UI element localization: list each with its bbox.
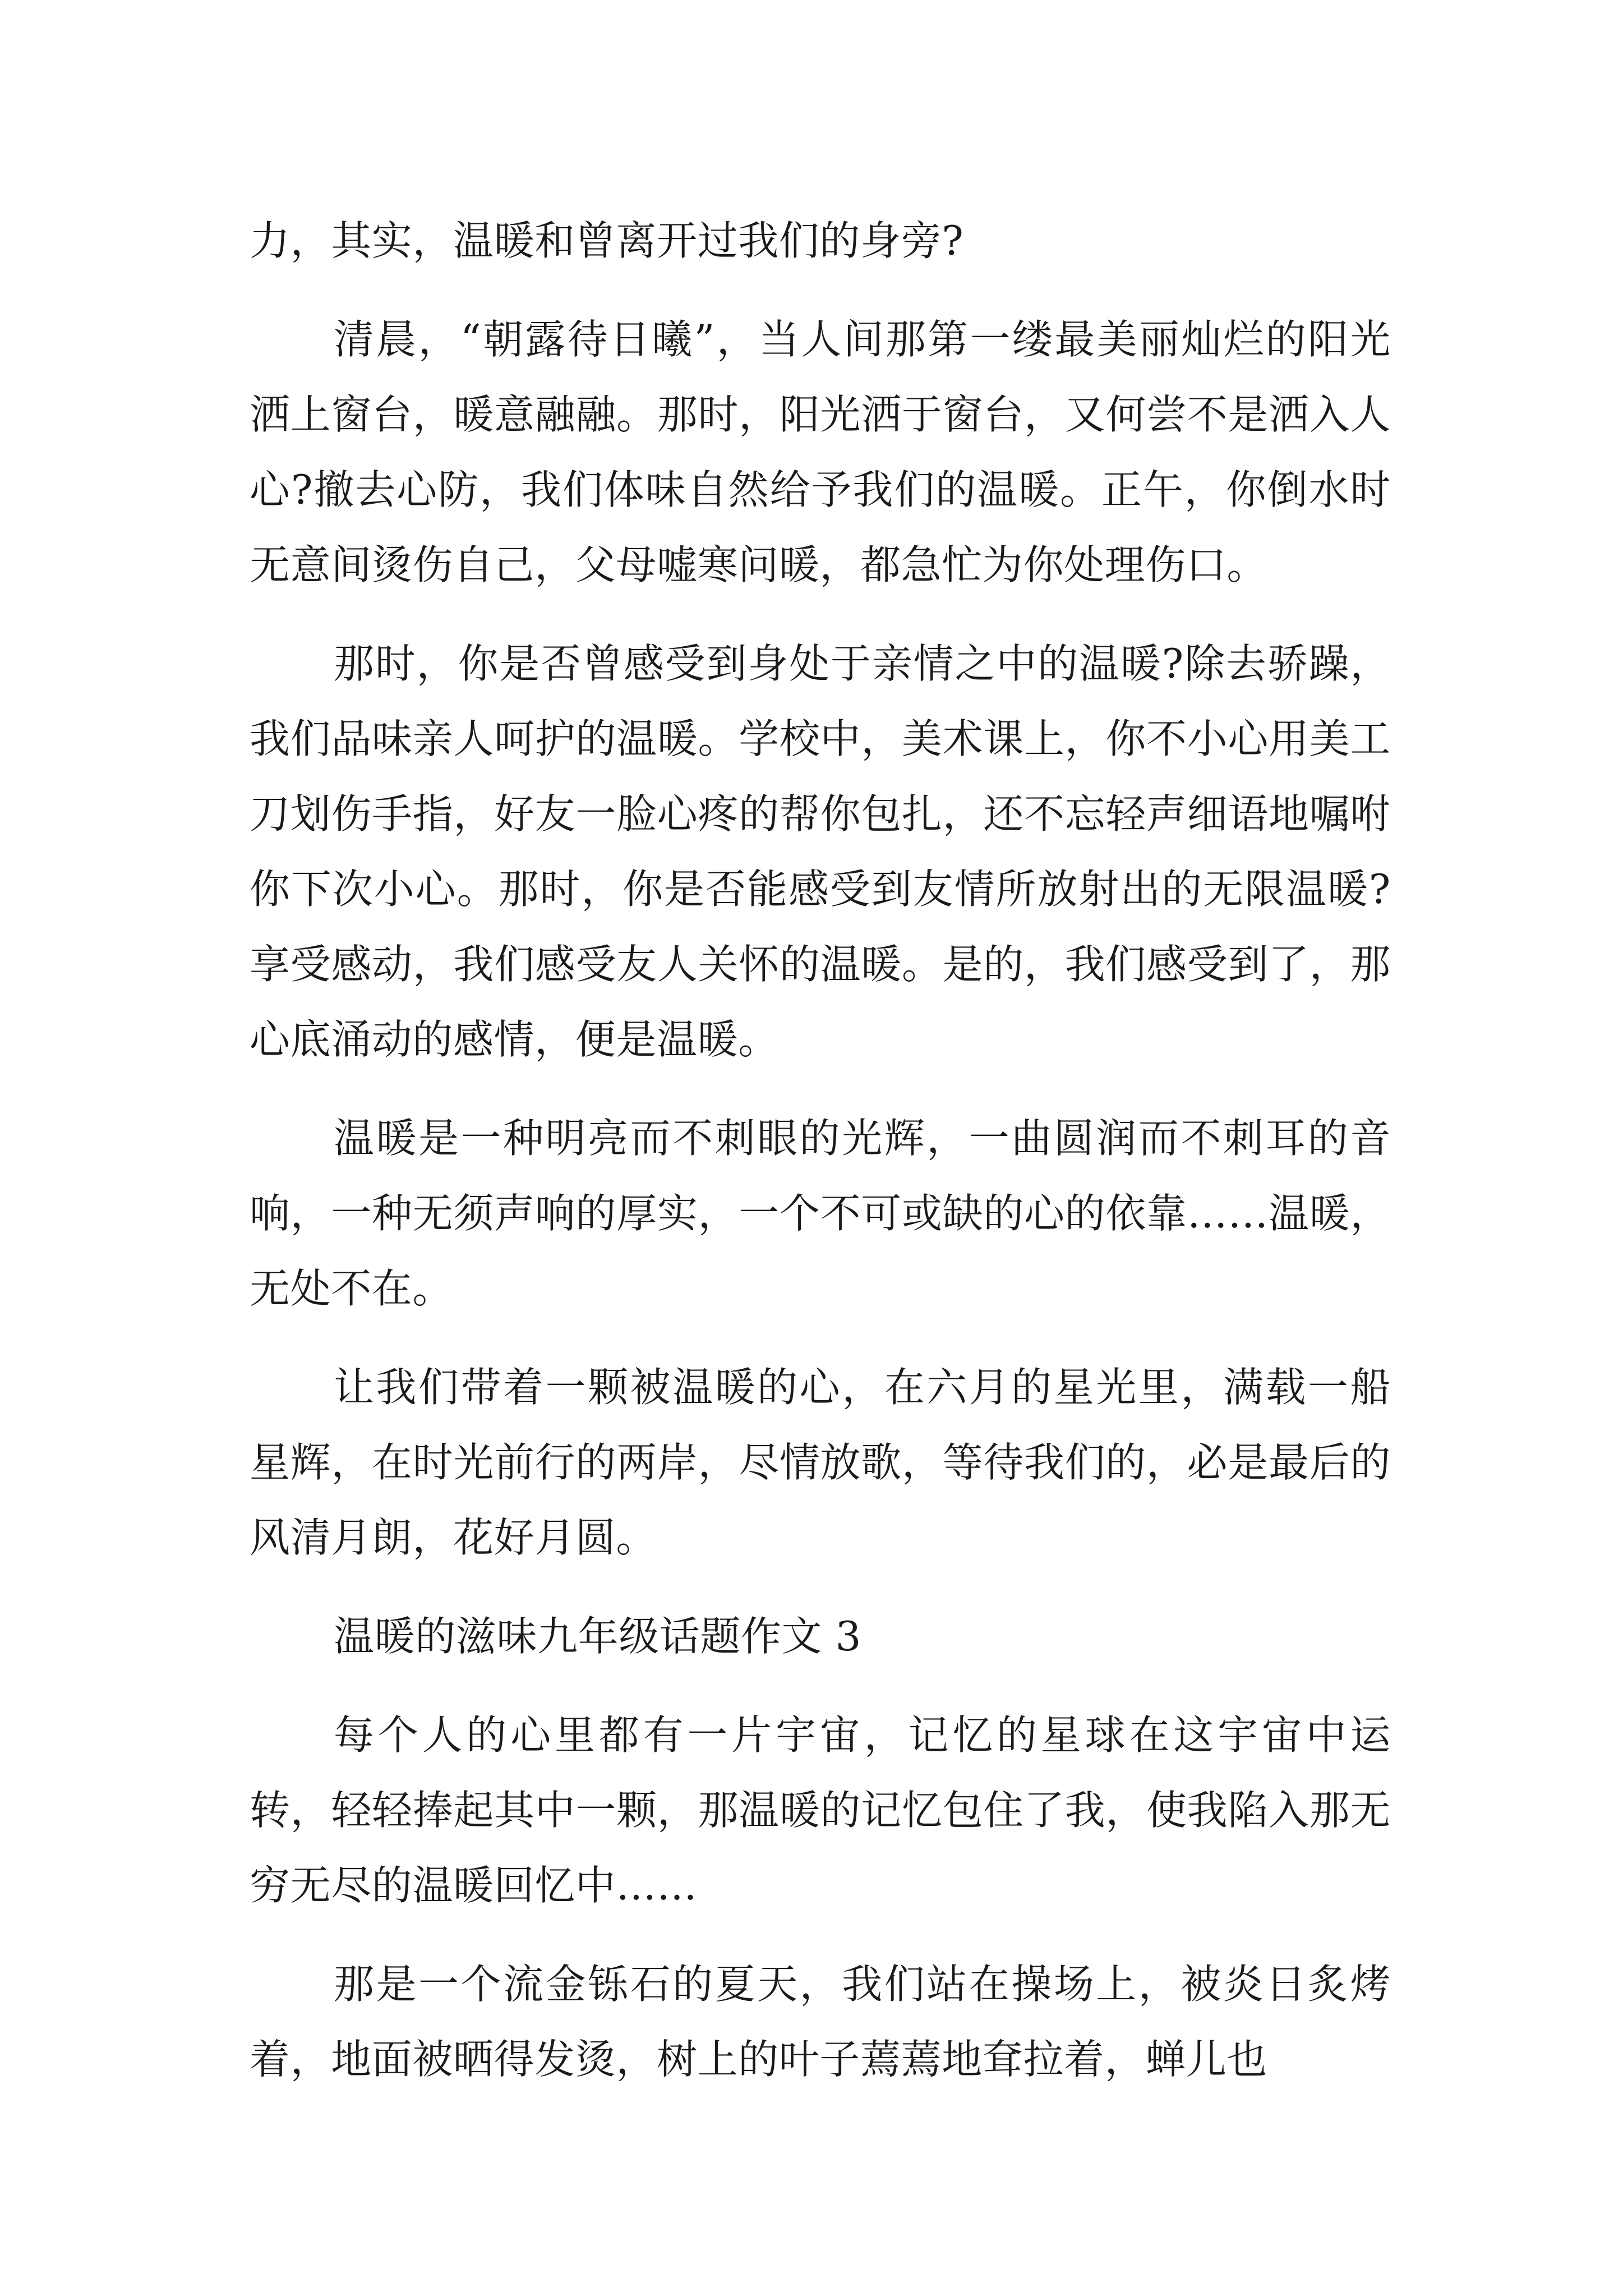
paragraph: 每个人的心里都有一片宇宙，记忆的星球在这宇宙中运转，轻轻捧起其中一颗，那温暖的记忆包住了我，使我陷入那无穷无尽的温暖回忆中…… (250, 1711, 1391, 1909)
paragraph-continuation: 力，其实，温暖和曾离开过我们的身旁? (250, 217, 964, 264)
paragraph: 那是一个流金铄石的夏天，我们站在操场上，被炎日炙烤着，地面被晒得发烫，树上的叶子蔫蔫地耷拉着，蝉儿也 (250, 1961, 1391, 2083)
essay-body (250, 203, 1391, 2120)
paragraph: 让我们带着一颗被温暖的心，在六月的星光里，满载一船星辉，在时光前行的两岸，尽情放歌，等待我们的，必是最后的风清月朗，花好月圆。 (250, 1364, 1391, 1561)
paragraph: 那时，你是否曾感受到身处于亲情之中的温暖?除去骄躁，我们品味亲人呵护的温暖。学校中，美术课上，你不小心用美工刀划伤手指，好友一脸心疼的帮你包扎，还不忘轻声细语地嘱咐你下次小心。那时，你是否能感受到友情所放射出的无限温暖?享受感动，我们感受友人关怀的温暖。是的，我们感受到了，那心底涌动的感情，便是温暖。 (250, 640, 1391, 1063)
section-heading: 温暖的滋味九年级话题作文 3 (334, 1613, 862, 1660)
paragraph: 清晨，“朝露待日曦”，当人间那第一缕最美丽灿烂的阳光洒上窗台，暖意融融。那时，阳光洒于窗台，又何尝不是洒入人心?撤去心防，我们体味自然给予我们的温暖。正午，你倒水时无意间烫伤自己，父母嘘寒问暖，都急忙为你处理伤口。 (250, 316, 1391, 588)
paragraph: 温暖是一种明亮而不刺眼的光辉，一曲圆润而不刺耳的音响，一种无须声响的厚实，一个不可或缺的心的依靠……温暖，无处不在。 (250, 1115, 1391, 1312)
